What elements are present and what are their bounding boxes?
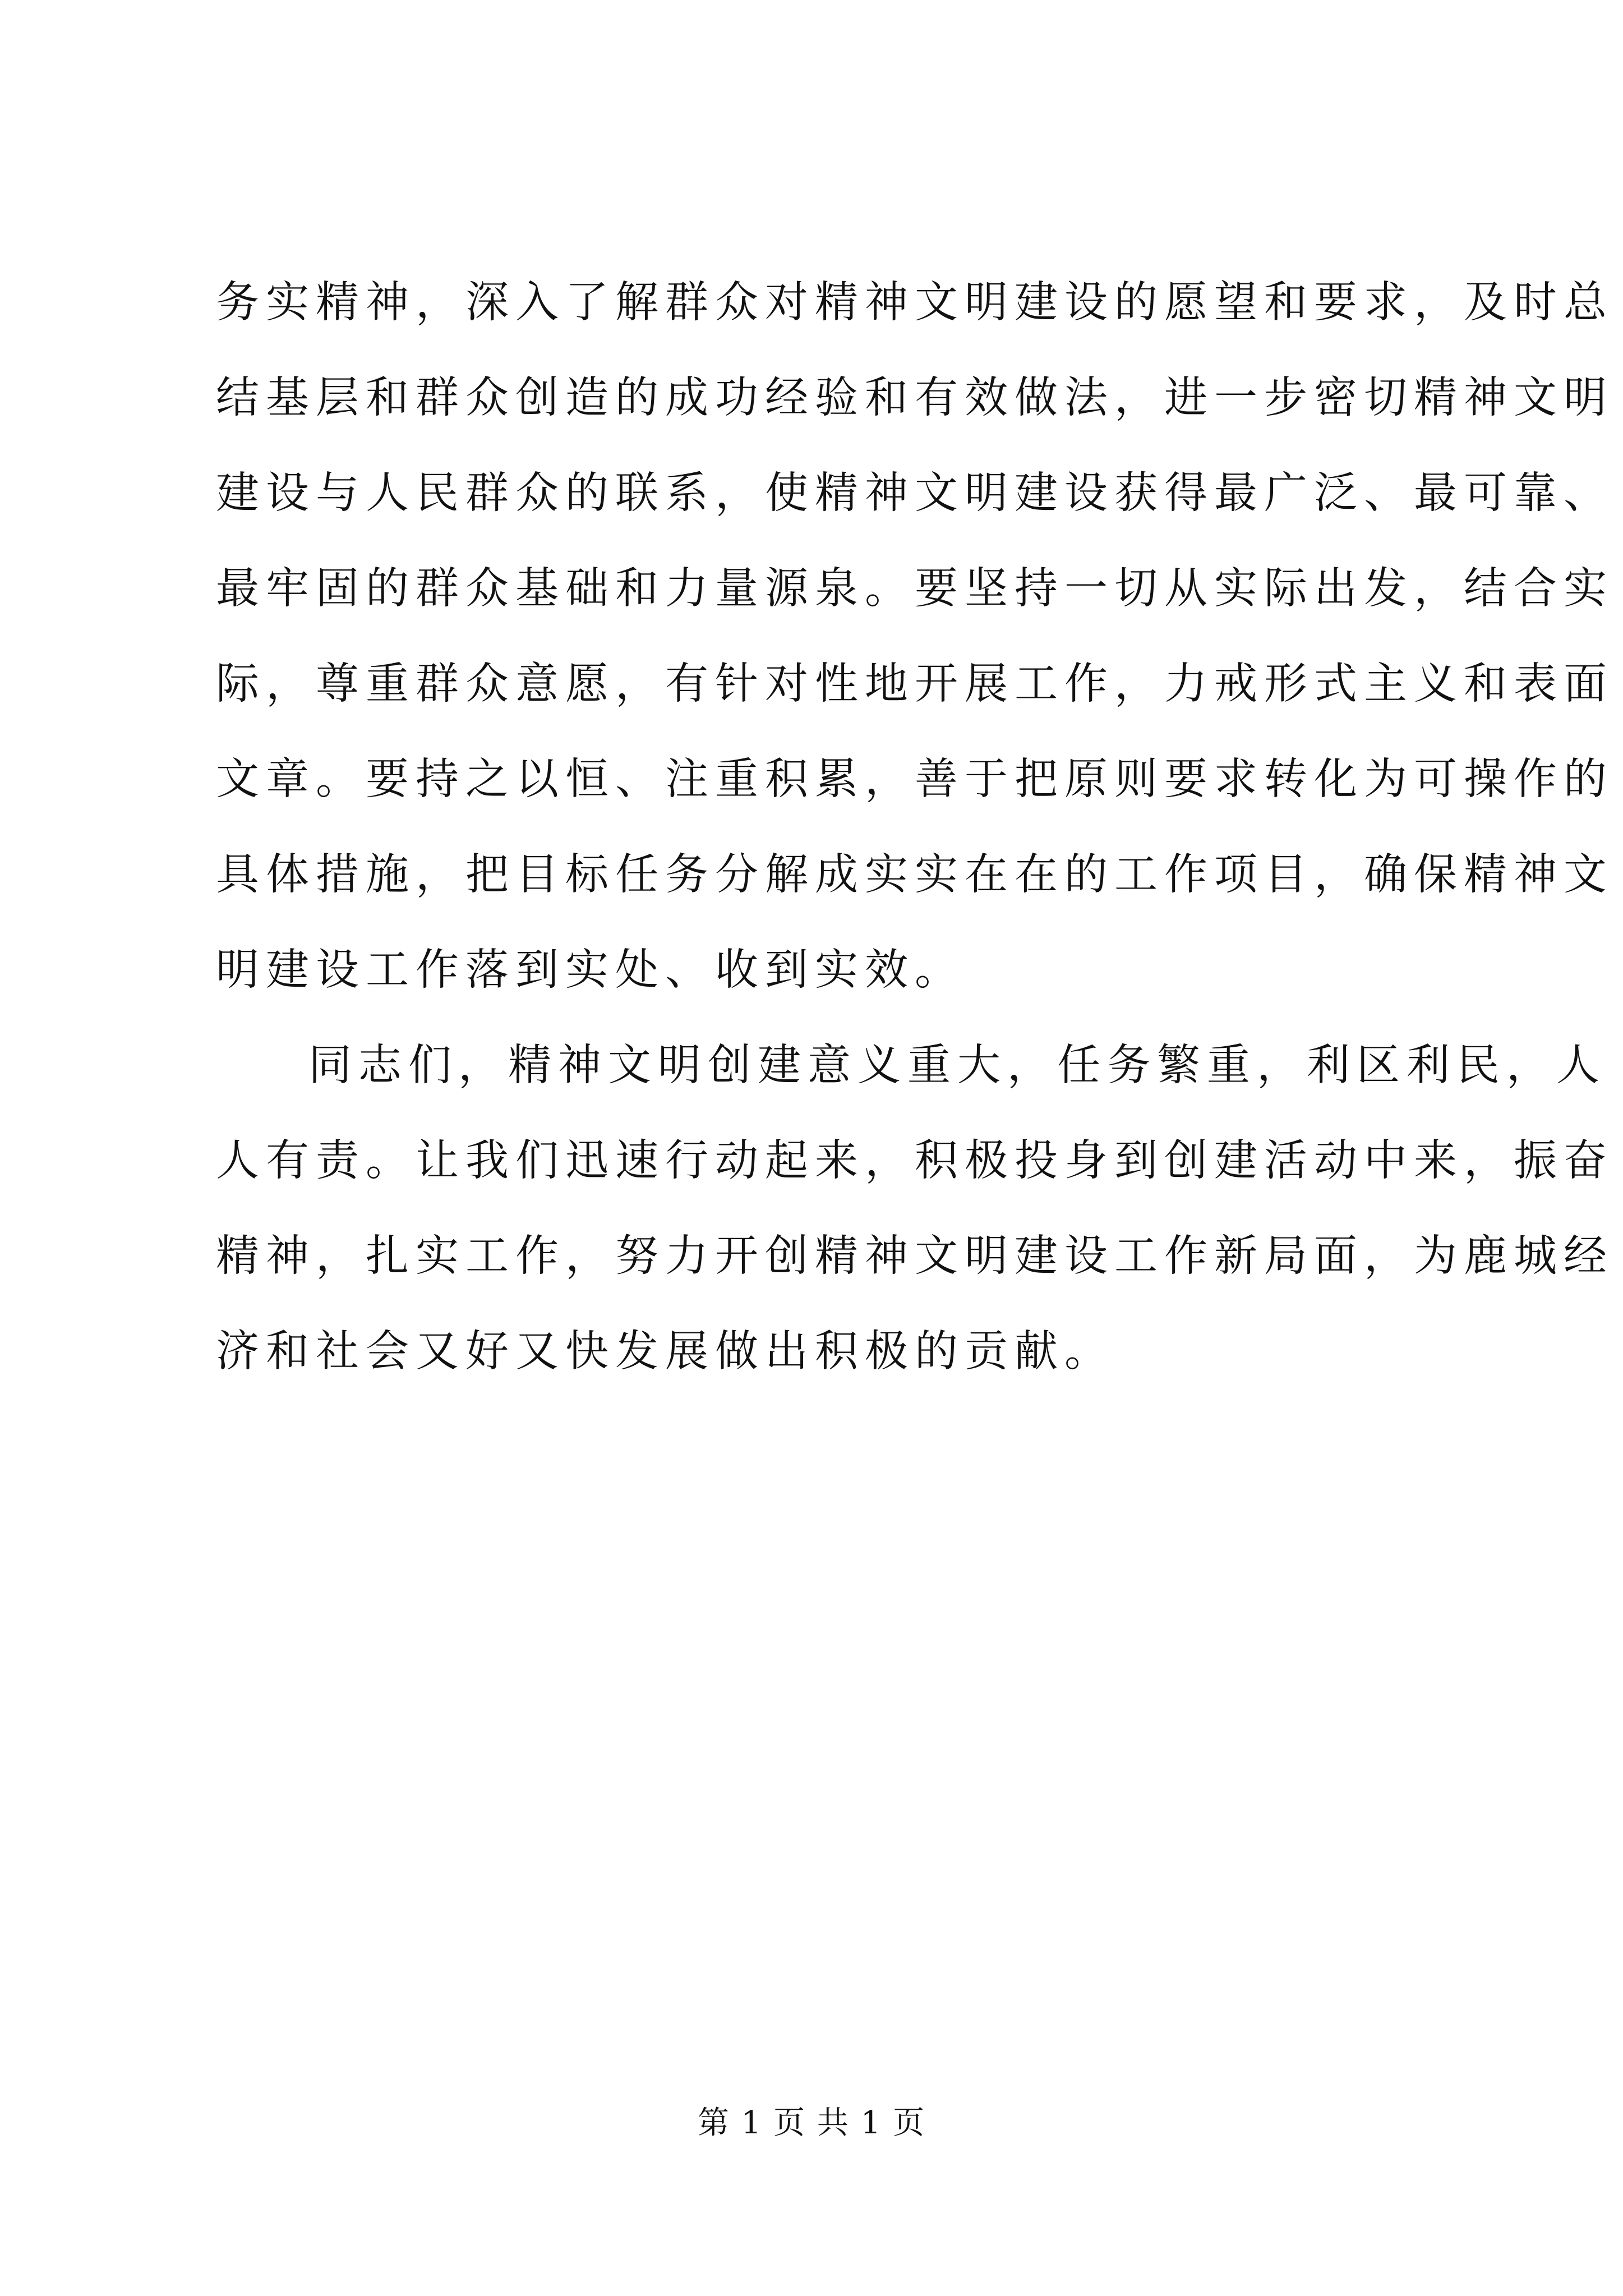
body-line: 人有责。让我们迅速行动起来，积极投身到创建活动中来，振奋 — [216, 1136, 1613, 1186]
paragraph-start-line: 同志们，精神文明创建意义重大，任务繁重，利区利民，人 — [308, 1041, 1606, 1091]
body-line: 济和社会又好又快发展做出积极的贡献。 — [216, 1327, 1114, 1377]
body-line: 具体措施，把目标任务分解成实实在在的工作项目，确保精神文 — [216, 850, 1613, 900]
body-line: 精神，扎实工作，努力开创精神文明建设工作新局面，为鹿城经 — [216, 1231, 1613, 1281]
body-line: 文章。要持之以恒、注重积累，善于把原则要求转化为可操作的 — [216, 754, 1613, 804]
page-number-footer: 第 1 页 共 1 页 — [697, 2105, 926, 2141]
body-line: 最牢固的群众基础和力量源泉。要坚持一切从实际出发，结合实 — [216, 564, 1613, 614]
body-line: 明建设工作落到实处、收到实效。 — [216, 945, 965, 995]
body-line: 务实精神，深入了解群众对精神文明建设的愿望和要求，及时总 — [216, 278, 1613, 328]
body-line: 建设与人民群众的联系，使精神文明建设获得最广泛、最可靠、 — [216, 468, 1613, 518]
body-line: 际，尊重群众意愿，有针对性地开展工作，力戒形式主义和表面 — [216, 659, 1613, 709]
body-line: 结基层和群众创造的成功经验和有效做法，进一步密切精神文明 — [216, 373, 1613, 423]
document-body — [216, 255, 1613, 1400]
